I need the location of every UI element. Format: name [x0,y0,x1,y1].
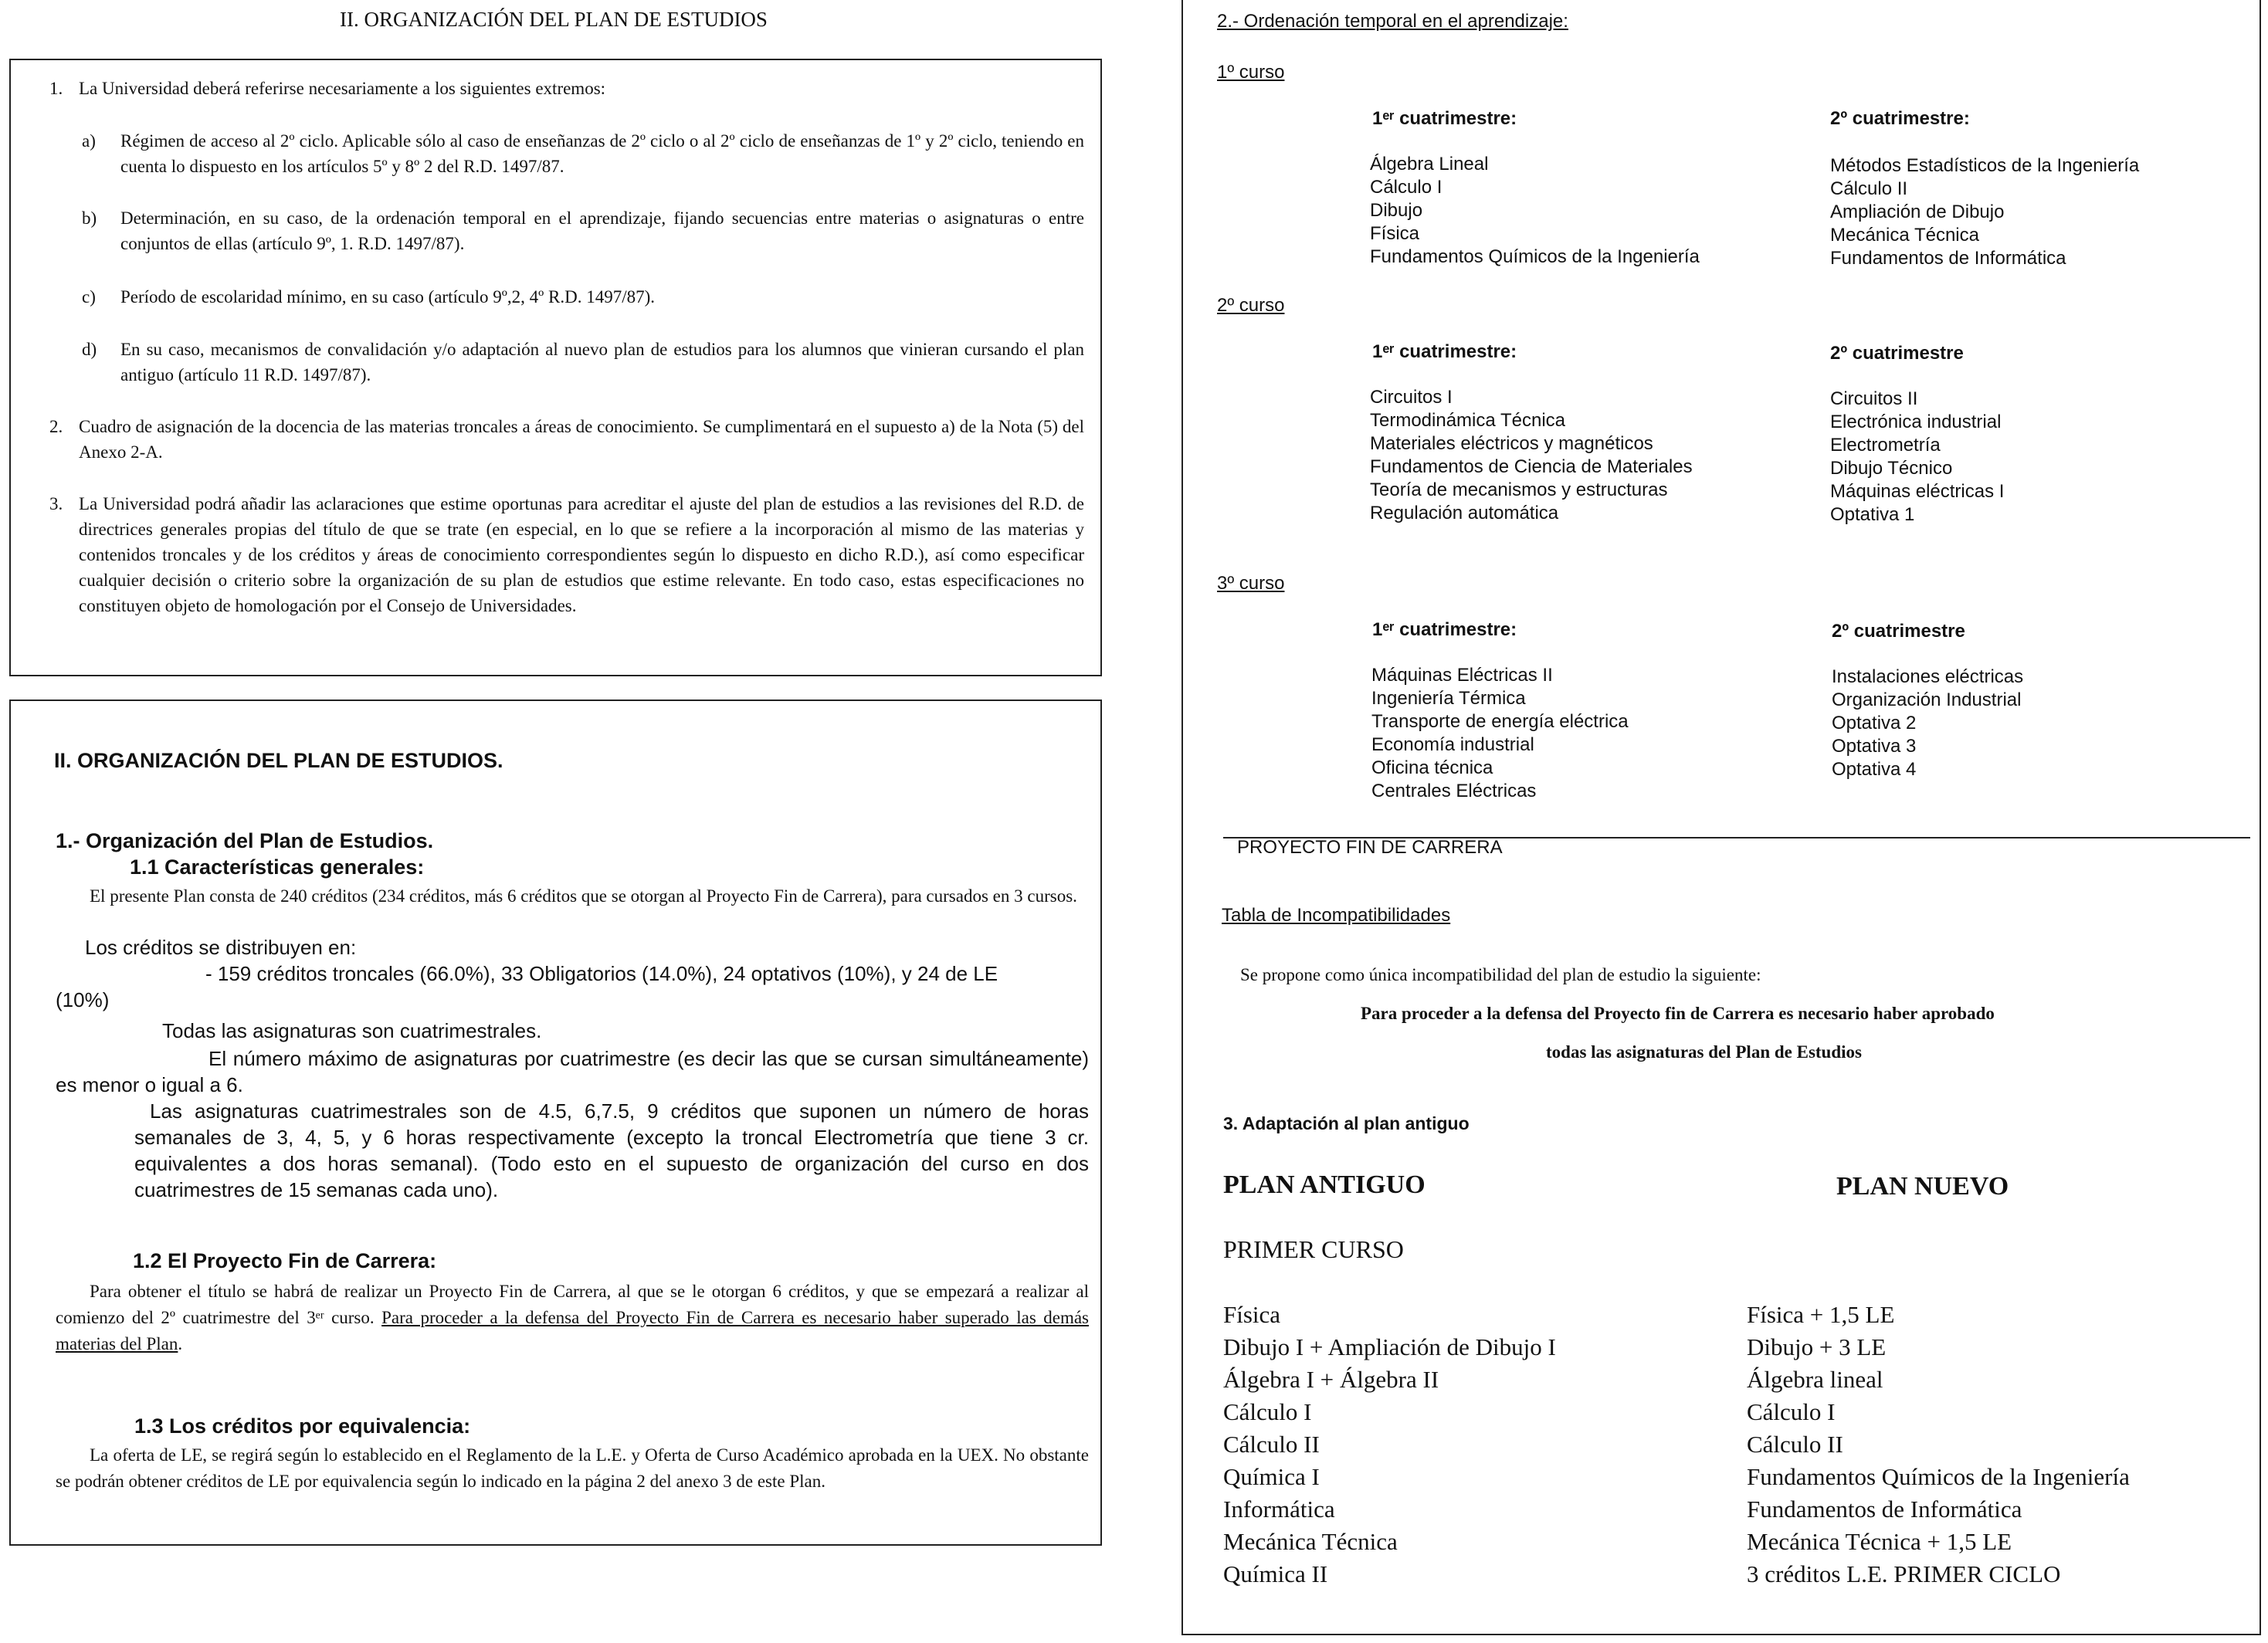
section-1-1-paragraph-3: - 159 créditos troncales (66.0%), 33 Obligatorios (14.0%), 24 optativos (10%), y 24 de LE [205,962,998,985]
incompatibilidades-heading: Tabla de Incompatibilidades [1222,905,1451,926]
list-item: Economía industrial [1371,734,1534,755]
list-item: Mecánica Técnica [1830,225,1979,246]
list-item: Optativa 4 [1832,759,1917,780]
section-1-2-paragraph [56,1279,1089,1357]
list-item: Métodos Estadísticos de la Ingeniería [1830,155,2140,176]
list-item: Álgebra Lineal [1370,154,1489,174]
list-item: Mecánica Técnica [1223,1528,1398,1555]
section-1-1-paragraph-2: Los créditos se distribuyen en: [85,936,357,959]
section-1-3-paragraph: La oferta de LE, se regirá según lo establecido en el Reglamento de la L.E. y Oferta de Curso Académico aprobada en la UEX. No obstante se podrán obtener créditos de LE por equivalencia según lo indicado en la página 2 del anexo 3 de este Plan. [56,1445,1089,1491]
item-3-text: La Universidad podrá añadir las aclaraciones que estime oportunas para acreditar el ajuste del plan de estudios a las revisiones del R.D. de directrices generales propias del título de que se trate (en especial, en lo que se refiere a la incorporación al mismo de las materias y contenidos troncales y de los créditos y áreas de conocimiento correspondientes según lo dispuesto en dicho R.D.), así como especificar cualquier decisión o criterio sobre la organización de su plan de estudios que estime relevante. En todo caso, estas especificaciones no constituyen objeto de homologación por el Consejo de Universidades. [79,494,1084,615]
list-item: Física [1223,1301,1281,1328]
list-item: Circuitos I [1370,387,1453,408]
list-item: Organización Industrial [1832,689,2022,710]
list-item: Optativa 2 [1832,713,1917,733]
left-page-header: II. ORGANIZACIÓN DEL PLAN DE ESTUDIOS [340,8,768,31]
curso-1-q2-list [1830,154,2139,270]
list-item: Cálculo II [1747,1431,1843,1458]
section-1-1-heading: 1.1 Características generales: [130,855,425,879]
list-item: Informática [1223,1496,1335,1523]
curso-1-q1-list [1370,153,1700,269]
item-a-label: a) [82,131,96,151]
incompatibilidad-line-2: todas las asignaturas del Plan de Estudios [1546,1042,1862,1062]
curso-3-label: 3º curso [1217,573,1285,594]
incompatibilidad-line-1: Para proceder a la defensa del Proyecto fin de Carrera es necesario haber aprobado [1361,1004,1995,1023]
plan-organization-box [9,700,1102,1546]
curso-2-label: 2º curso [1217,295,1285,316]
item-b-text: Determinación, en su caso, de la ordenación temporal en el aprendizaje, fijando secuencias entre materias o asignaturas o entre conjuntos de ellas (artículo 9º, 1. R.D. 1497/87). [120,208,1084,253]
list-item: Ampliación de Dibujo [1830,202,2005,222]
section-1-2-heading: 1.2 El Proyecto Fin de Carrera: [133,1249,437,1272]
curso-3-q1-list [1371,664,1629,803]
list-item: Materiales eléctricos y magnéticos [1370,433,1653,454]
section-1-2-text-c: . [178,1334,183,1353]
proyecto-fin-de-carrera: PROYECTO FIN DE CARRERA [1237,837,1503,858]
item-2-text: Cuadro de asignación de la docencia de las materias troncales a áreas de conocimiento. Se cumplimentará en el supuesto a) de la Nota (5) del Anexo 2-A. [79,417,1084,462]
section-1-3-heading: 1.3 Los créditos por equivalencia: [134,1414,471,1438]
item-d-label: d) [82,340,97,359]
list-item: Fundamentos de Informática [1830,248,2066,269]
list-item: Cálculo I [1370,177,1443,198]
item-a-text: Régimen de acceso al 2º ciclo. Aplicable sólo al caso de enseñanzas de 2º ciclo o al 2º ciclo de enseñanzas de 1º y 2º ciclo, teniendo en cuenta lo dispuesto en los artículos 5º y 8º 2 del R.D. 1497/87. [120,131,1084,176]
list-item: Cálculo I [1747,1398,1836,1425]
plan-antiguo-list [1223,1299,1556,1590]
item-1-number: 1. [49,79,63,98]
curso-1-label: 1º curso [1217,62,1285,83]
item-3-number: 3. [49,494,63,513]
curso-2-q1-list [1370,386,1693,525]
curso-2-q2-label: 2º cuatrimestre [1830,343,1964,364]
list-item: Termodinámica Técnica [1370,410,1565,431]
list-item: Física [1370,223,1420,244]
list-item: Mecánica Técnica + 1,5 LE [1747,1528,2012,1555]
item-c-text: Período de escolaridad mínimo, en su caso (artículo 9º,2, 4º R.D. 1497/87). [120,287,655,307]
curso-3-q2-list [1832,666,2023,781]
list-item: 3 créditos L.E. PRIMER CICLO [1747,1560,2061,1587]
adaptacion-heading: 3. Adaptación al plan antiguo [1223,1113,1470,1133]
list-item: Ingeniería Térmica [1371,688,1526,709]
section-1-1-paragraph-1: El presente Plan consta de 240 créditos (234 créditos, más 6 créditos que se otorgan al Proyecto Fin de Carrera), para cursados en 3 cursos. [90,886,1077,906]
section-1-1-paragraph-4: Todas las asignaturas son cuatrimestrales. [162,1019,542,1042]
plan-antiguo-heading: PLAN ANTIGUO [1223,1170,1426,1199]
instructions-box [9,59,1102,676]
item-c-label: c) [82,287,96,307]
list-item: Fundamentos Químicos de la Ingeniería [1370,246,1700,267]
list-item: Oficina técnica [1371,757,1493,778]
primer-curso-heading: PRIMER CURSO [1223,1235,1404,1263]
list-item: Álgebra lineal [1747,1366,1883,1393]
list-item: Álgebra I + Álgebra II [1223,1366,1439,1393]
item-b-label: b) [82,208,97,228]
list-item: Regulación automática [1370,503,1559,523]
list-item: Cálculo I [1223,1398,1312,1425]
section-1-1-paragraph-5: El número máximo de asignaturas por cuatrimestre (es decir las que se cursan simultáneamente) es menor o igual a 6. [56,1047,1089,1096]
item-1-text: La Universidad deberá referirse necesariamente a los siguientes extremos: [79,79,606,98]
list-item: Cálculo II [1830,178,1908,199]
incompatibilidades-intro: Se propone como única incompatibilidad del plan de estudio la siguiente: [1240,965,1761,984]
list-item: Química I [1223,1463,1320,1490]
list-item: Teoría de mecanismos y estructuras [1370,479,1668,500]
list-item: Cálculo II [1223,1431,1320,1458]
list-item: Dibujo I + Ampliación de Dibujo I [1223,1333,1556,1360]
right-page [1181,0,2261,1635]
section-1-2-text-underlined: Para proceder a la defensa del Proyecto Fin de Carrera es necesario haber superado las demás materias del Plan [56,1308,1089,1353]
list-item: Dibujo [1370,200,1423,221]
ordenacion-heading: 2.- Ordenación temporal en el aprendizaje: [1217,11,1568,32]
list-item: Dibujo + 3 LE [1747,1333,1887,1360]
list-item: Física + 1,5 LE [1747,1301,1895,1328]
list-item: Centrales Eléctricas [1371,781,1537,801]
item-2-number: 2. [49,417,63,436]
plan-nuevo-list [1747,1299,2130,1590]
list-item: Electrometría [1830,435,1941,456]
curso-3-q1-label: 1ᵉʳ cuatrimestre: [1372,619,1517,640]
list-item: Fundamentos de Ciencia de Materiales [1370,456,1693,477]
section-1-2-text-a: Para obtener el título se habrá de realizar un Proyecto Fin de Carrera, al que se le otorgan 6 créditos, y que se empezará a realizar al comienzo del 2º cuatrimestre del 3ᵉʳ curso. [56,1282,1089,1327]
list-item: Fundamentos Químicos de la Ingeniería [1747,1463,2130,1490]
list-item: Transporte de energía eléctrica [1371,711,1629,732]
list-item: Optativa 3 [1832,736,1917,757]
list-item: Dibujo Técnico [1830,458,1953,479]
curso-1-q1-label: 1ᵉʳ cuatrimestre: [1372,108,1517,129]
curso-2-q1-label: 1ᵉʳ cuatrimestre: [1372,341,1517,362]
plan-nuevo-heading: PLAN NUEVO [1836,1172,2009,1201]
box2-title: II. ORGANIZACIÓN DEL PLAN DE ESTUDIOS. [54,749,503,772]
curso-1-q2-label: 2º cuatrimestre: [1830,108,1970,129]
list-item: Optativa 1 [1830,504,1915,525]
curso-3-q2-label: 2º cuatrimestre [1832,621,1965,642]
list-item: Máquinas Eléctricas II [1371,665,1553,686]
list-item: Electrónica industrial [1830,412,2002,432]
list-item: Química II [1223,1560,1328,1587]
section-1-1-paragraph-3b: (10%) [56,988,110,1011]
list-item: Máquinas eléctricas I [1830,481,2005,502]
section-1-heading: 1.- Organización del Plan de Estudios. [56,829,434,852]
item-d-text: En su caso, mecanismos de convalidación y/o adaptación al nuevo plan de estudios para los alumnos que vinieran cursando el plan antiguo (artículo 11 R.D. 1497/87). [120,340,1084,384]
list-item: Circuitos II [1830,388,1918,409]
section-1-1-paragraph-6: Las asignaturas cuatrimestrales son de 4.5, 6,7.5, 9 créditos que suponen un número de horas semanales de 3, 4, 5, y 6 horas respectivamente (excepto la troncal Electrometría que tiene 3 cr. equivalentes a dos horas semanal). (Todo esto en el supuesto de organización del curso en dos cuatrimestres de 15 semanas cada uno). [134,1099,1089,1201]
list-item: Instalaciones eléctricas [1832,666,2024,687]
list-item: Fundamentos de Informática [1747,1496,2022,1523]
curso-2-q2-list [1830,388,2004,527]
